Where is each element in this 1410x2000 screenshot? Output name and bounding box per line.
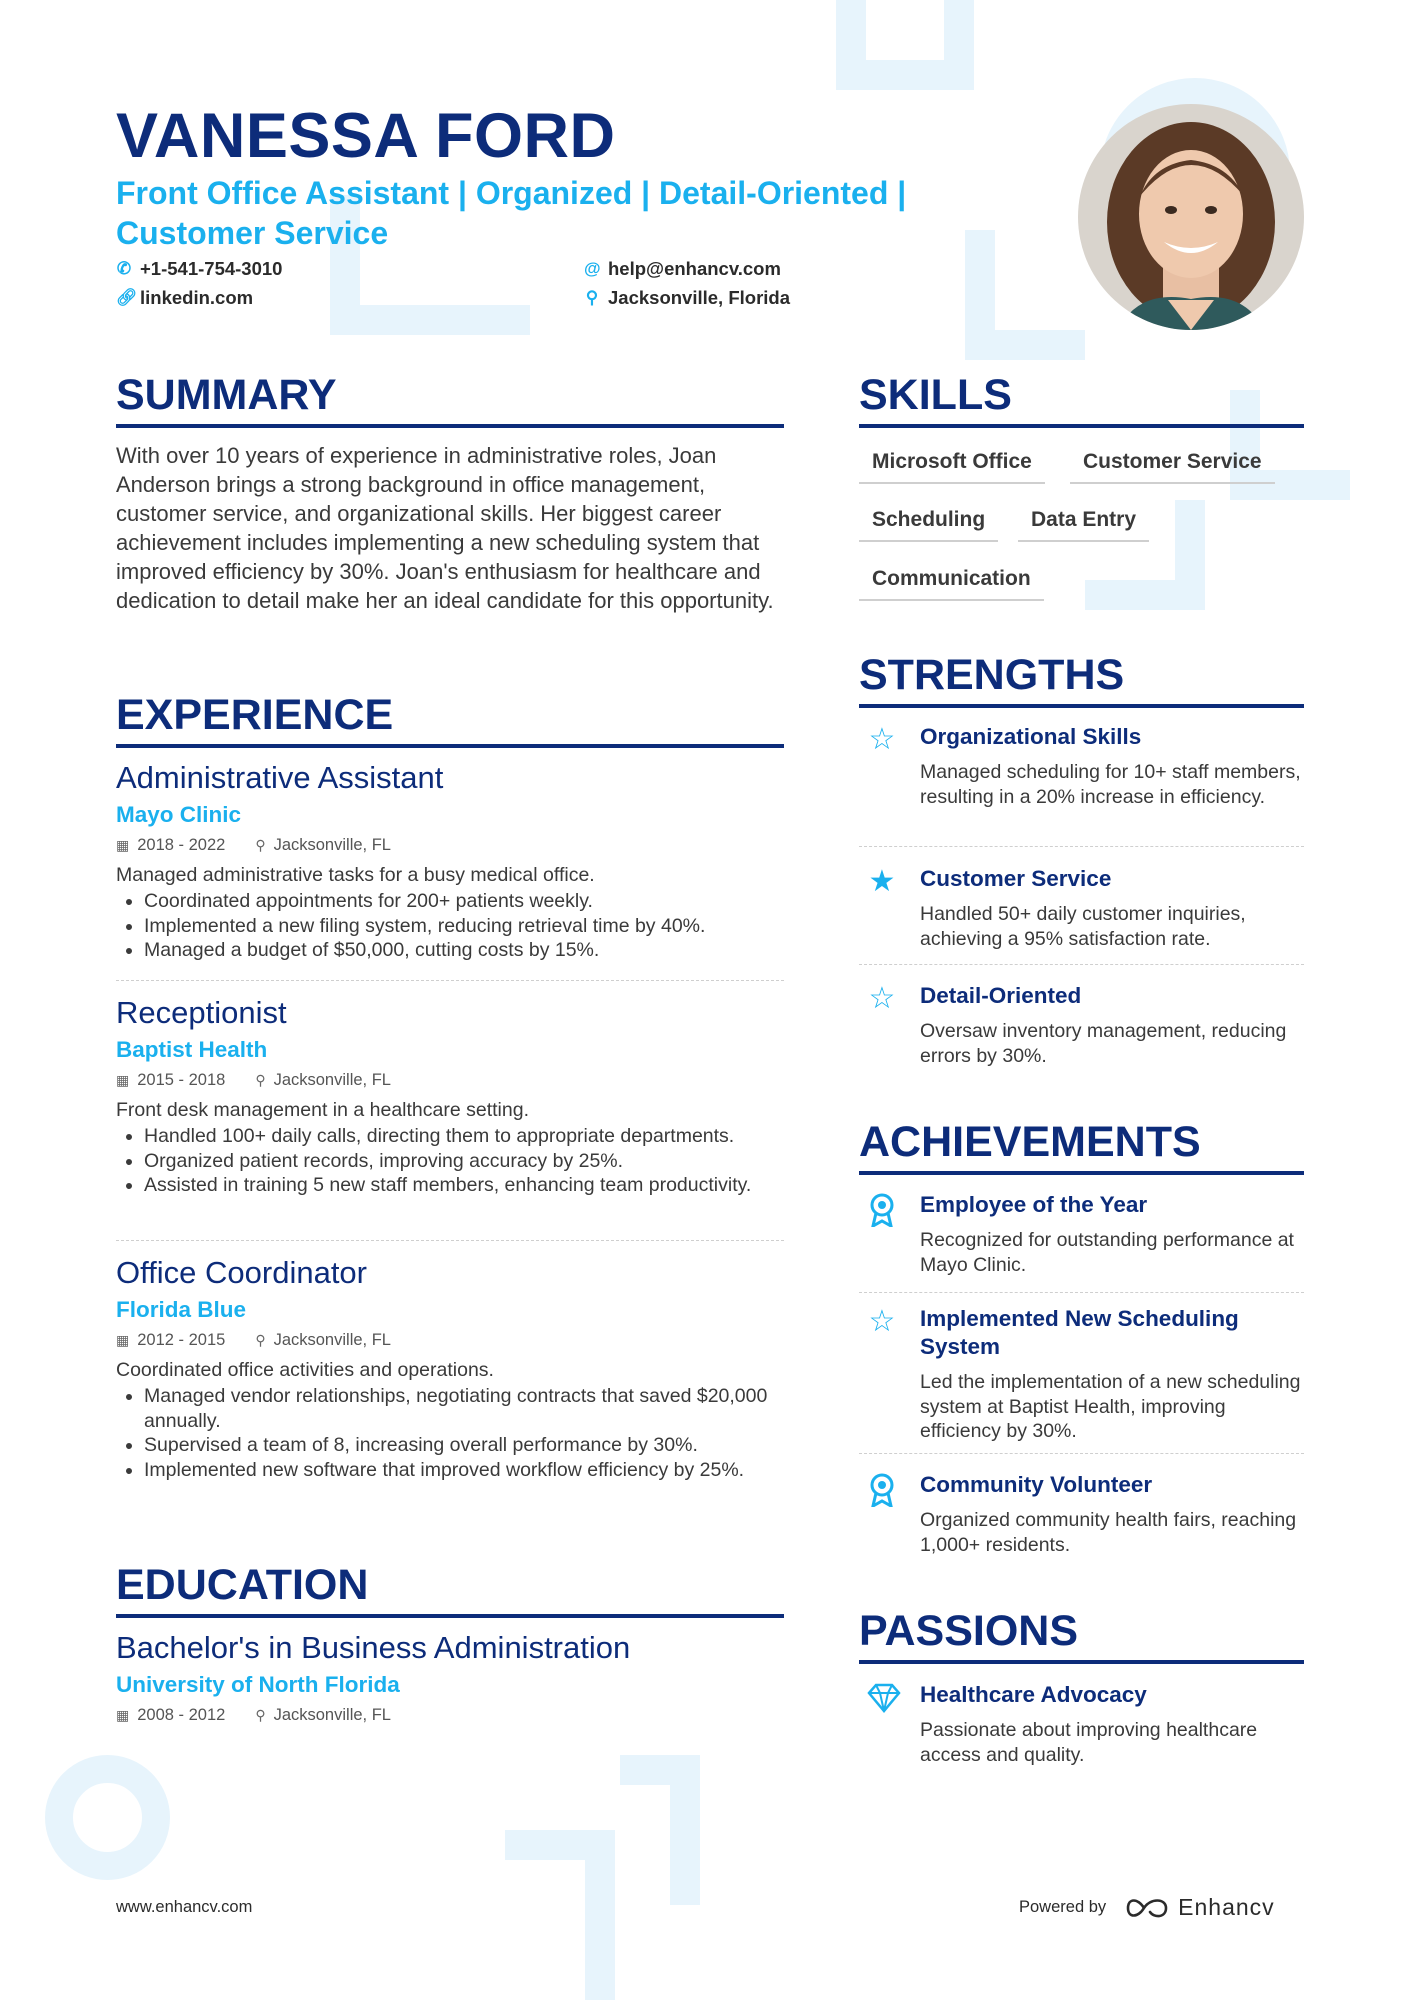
summary-text: With over 10 years of experience in administrative roles, Joan Anderson brings a strong background in office management, customer service, and organizational skills. Her biggest career achievement includes implementing a new scheduling system that improved efficiency by 30%. Joan's enthusiasm for healthcare and dedication to detail make her an ideal candidate for this opportunity. (116, 443, 774, 613)
divider (859, 846, 1304, 847)
job-dates: 2012 - 2015 (137, 1331, 226, 1349)
calendar-icon: ▦ (116, 837, 130, 853)
map-pin-icon: ⚲ (255, 1072, 266, 1088)
education-dates: 2008 - 2012 (137, 1706, 226, 1724)
map-pin-icon: ⚲ (255, 1707, 266, 1723)
calendar-icon: ▦ (116, 1072, 130, 1088)
skill-tag: Scheduling (859, 508, 998, 542)
job-bullets (116, 1384, 784, 1482)
job-title: Office Coordinator (116, 1255, 367, 1290)
passions-heading: PASSIONS (859, 1606, 1304, 1664)
list-item: • Assisted in training 5 new staff members, enhancing team productivity. (144, 1173, 784, 1198)
skill-tag: Communication (859, 567, 1044, 601)
education-location: Jacksonville, FL (273, 1706, 391, 1724)
calendar-icon: ▦ (116, 1332, 130, 1348)
skills-heading: SKILLS (859, 370, 1304, 428)
achievement-title: Employee of the Year (920, 1192, 1148, 1217)
phone-icon: ✆ (116, 259, 132, 278)
map-pin-icon: ⚲ (255, 1332, 266, 1348)
job-description: Front desk management in a healthcare setting. (116, 1099, 529, 1121)
divider (859, 964, 1304, 965)
email-text[interactable]: help@enhancv.com (608, 258, 781, 279)
job-meta (116, 832, 784, 858)
headline: Front Office Assistant | Organized | Detail-Oriented | Customer Service (116, 175, 907, 251)
candidate-name: VANESSA FORD (116, 101, 616, 171)
job-entry (116, 1253, 784, 1482)
enhancv-logo-icon (1124, 1895, 1170, 1921)
footer-website[interactable]: www.enhancv.com (116, 1898, 253, 1916)
divider (116, 980, 784, 981)
at-icon: @ (584, 259, 601, 278)
job-location: Jacksonville, FL (273, 836, 391, 854)
contact-location (584, 287, 790, 309)
achievement-desc: Recognized for outstanding performance at Mayo Clinic. (920, 1229, 1294, 1276)
diamond-icon (867, 1683, 897, 1713)
strength-title: Detail-Oriented (920, 983, 1082, 1008)
contact-linkedin[interactable] (116, 287, 253, 309)
achievements-heading: ACHIEVEMENTS (859, 1117, 1304, 1175)
star-filled-icon: ★ (868, 865, 896, 898)
education-heading: EDUCATION (116, 1560, 784, 1618)
strength-title: Customer Service (920, 866, 1112, 891)
strength-desc: Managed scheduling for 10+ staff members, resulting in a 20% increase in efficiency. (920, 761, 1301, 808)
strength-title: Organizational Skills (920, 724, 1142, 749)
achievement-desc: Led the implementation of a new scheduling system at Baptist Health, improving efficiency by 30%. (920, 1371, 1301, 1442)
list-item: • Supervised a team of 8, increasing overall performance by 30%. (144, 1433, 784, 1458)
phone-text: +1-541-754-3010 (140, 258, 283, 279)
map-pin-icon: ⚲ (585, 288, 599, 307)
job-location: Jacksonville, FL (273, 1331, 391, 1349)
contact-phone (116, 258, 282, 280)
list-item: • Handled 100+ daily calls, directing them to appropriate departments. (144, 1124, 784, 1149)
achievement-title: Community Volunteer (920, 1472, 1153, 1497)
job-bullets (116, 1124, 784, 1198)
brand-logo[interactable] (1124, 1894, 1275, 1921)
achievement-desc: Organized community health fairs, reaching 1,000+ residents. (920, 1509, 1297, 1556)
job-entry (116, 993, 784, 1198)
divider (859, 1292, 1304, 1293)
strength-desc: Handled 50+ daily customer inquiries, achieving a 95% satisfaction rate. (920, 903, 1246, 950)
skill-tag: Customer Service (1070, 450, 1275, 484)
job-meta (116, 1327, 784, 1353)
list-item: • Managed vendor relationships, negotiating contracts that saved $20,000 annually. (144, 1384, 784, 1433)
company-name: Mayo Clinic (116, 802, 242, 827)
contact-email[interactable] (584, 258, 781, 280)
divider (859, 1453, 1304, 1454)
divider (116, 1240, 784, 1241)
footer-powered (1019, 1894, 1275, 1921)
list-item: • Coordinated appointments for 200+ patients weekly. (144, 889, 784, 914)
company-name: Florida Blue (116, 1297, 247, 1322)
achievement-title: Implemented New Scheduling System (920, 1306, 1239, 1359)
strengths-heading: STRENGTHS (859, 650, 1304, 708)
star-outline-icon: ☆ (868, 982, 896, 1015)
job-title: Administrative Assistant (116, 760, 444, 795)
map-pin-icon: ⚲ (255, 837, 266, 853)
passion-desc: Passionate about improving healthcare access and quality. (920, 1719, 1258, 1766)
brand-name: Enhancv (1178, 1894, 1275, 1920)
list-item: • Implemented a new filing system, reducing retrieval time by 40%. (144, 914, 784, 939)
passion-title: Healthcare Advocacy (920, 1682, 1147, 1707)
location-text: Jacksonville, Florida (608, 287, 790, 308)
job-dates: 2018 - 2022 (137, 836, 226, 854)
summary-heading: SUMMARY (116, 370, 784, 428)
job-description: Managed administrative tasks for a busy medical office. (116, 864, 595, 886)
school-name: University of North Florida (116, 1672, 400, 1697)
job-location: Jacksonville, FL (273, 1071, 391, 1089)
list-item: • Implemented new software that improved workflow efficiency by 25%. (144, 1458, 784, 1483)
calendar-icon: ▦ (116, 1707, 130, 1723)
skill-tag: Data Entry (1018, 508, 1149, 542)
profile-photo (1078, 104, 1304, 330)
star-outline-icon: ☆ (868, 723, 896, 756)
job-dates: 2015 - 2018 (137, 1071, 226, 1089)
strength-desc: Oversaw inventory management, reducing errors by 30%. (920, 1020, 1287, 1067)
award-ribbon-icon (867, 1473, 897, 1503)
powered-by-label: Powered by (1019, 1898, 1107, 1916)
education-meta (116, 1702, 784, 1728)
job-bullets (116, 889, 784, 963)
job-entry (116, 758, 784, 963)
degree-title: Bachelor's in Business Administration (116, 1630, 631, 1665)
skill-tag: Microsoft Office (859, 450, 1045, 484)
experience-heading: EXPERIENCE (116, 690, 784, 748)
list-item: • Organized patient records, improving accuracy by 25%. (144, 1149, 784, 1174)
list-item: • Managed a budget of $50,000, cutting costs by 15%. (144, 938, 784, 963)
company-name: Baptist Health (116, 1037, 268, 1062)
linkedin-text[interactable]: linkedin.com (140, 287, 254, 308)
award-ribbon-icon (867, 1193, 897, 1223)
job-description: Coordinated office activities and operations. (116, 1359, 494, 1381)
job-title: Receptionist (116, 995, 287, 1030)
education-entry (116, 1628, 784, 1728)
link-icon: 🔗︎ (116, 288, 138, 307)
star-outline-icon: ☆ (868, 1305, 896, 1338)
job-meta (116, 1067, 784, 1093)
